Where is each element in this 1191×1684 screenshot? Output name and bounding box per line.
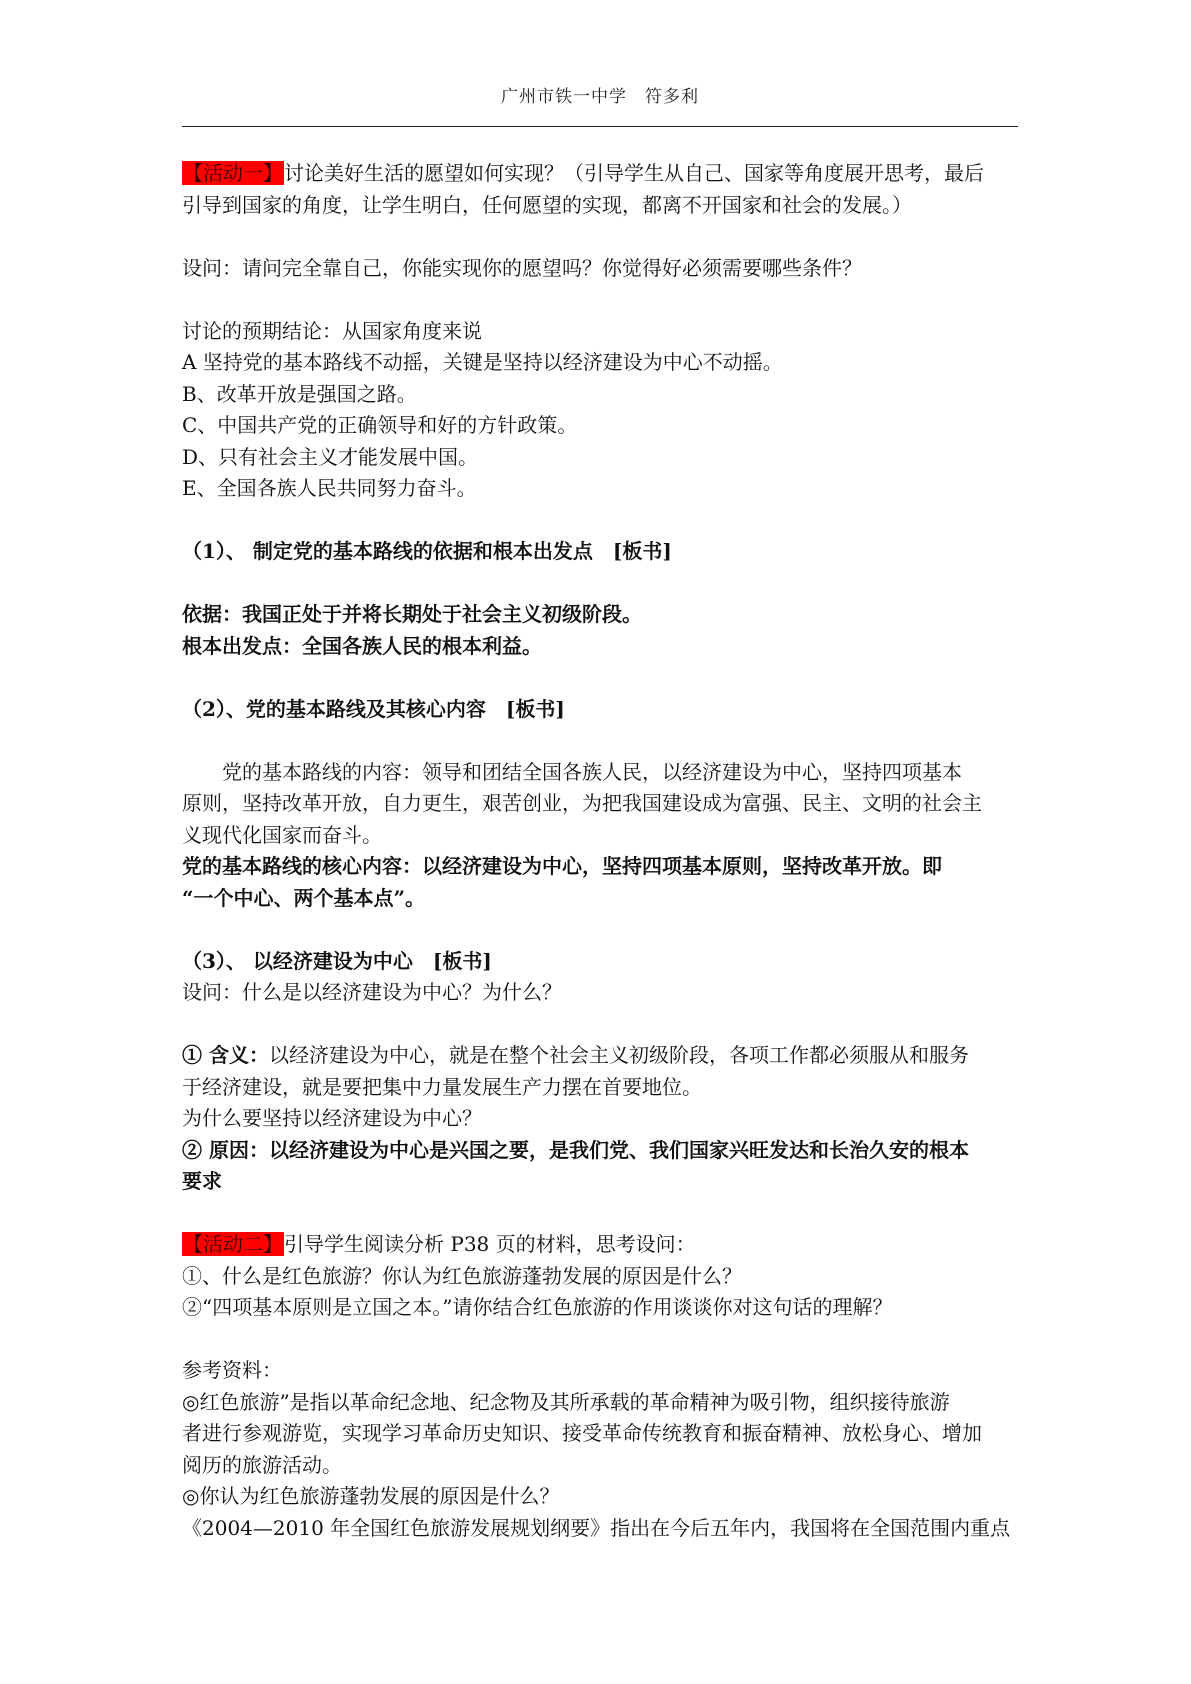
- spacer: [182, 914, 1018, 946]
- section3-reason-line2: 要求: [182, 1169, 222, 1193]
- meaning-text: 以经济建设为中心，就是在整个社会主义初级阶段，各项工作都必须服从和服务: [268, 1043, 969, 1067]
- reference-question: ◎你认为红色旅游蓬勃发展的原因是什么？: [182, 1484, 560, 1508]
- activity2-question2: ②“四项基本原则是立国之本。”请你结合红色旅游的作用谈谈你对这句话的理解？: [182, 1295, 893, 1319]
- activity1-line1: [182, 158, 1018, 190]
- spacer: [182, 1324, 1018, 1356]
- conclusion-item: D、只有社会主义才能发展中国。: [182, 444, 479, 469]
- reference-definition-line1: ◎红色旅游”是指以革命纪念地、纪念物及其所承载的革命精神为吸引物，组织接待旅游: [182, 1389, 950, 1414]
- question1: 设问：请问完全靠自己，你能实现你的愿望吗？你觉得好必须需要哪些条件？: [182, 255, 862, 280]
- header-rule: [182, 126, 1018, 127]
- spacer: [182, 568, 1018, 600]
- section3-meaning-line2: 于经济建设，就是要把集中力量发展生产力摆在首要地位。: [182, 1074, 702, 1099]
- section1-starting-point: 根本出发点：全国各族人民的根本利益。: [182, 633, 542, 658]
- spacer: [182, 662, 1018, 694]
- reference-title: 参考资料：: [182, 1358, 282, 1382]
- section2-paragraph-line3: 义现代化国家而奋斗。: [182, 822, 382, 847]
- spacer: [182, 221, 1018, 253]
- spacer: [182, 1009, 1018, 1041]
- section3-reason-line1: ② 原因：以经济建设为中心是兴国之要，是我们党、我们国家兴旺发达和长治久安的根本: [182, 1137, 969, 1162]
- section3-heading: （3）、 以经济建设为中心 [板书]: [182, 948, 492, 973]
- section1-basis: 依据：我国正处于并将长期处于社会主义初级阶段。: [182, 602, 642, 626]
- meaning-label: ① 含义：: [182, 1043, 269, 1067]
- document-body: [182, 158, 1018, 1544]
- conclusion-item: A 坚持党的基本路线不动摇，关键是坚持以经济建设为中心不动摇。: [182, 350, 783, 374]
- section2-core-line2: “一个中心、两个基本点”。: [182, 885, 426, 910]
- reference-definition-line3: 阅历的旅游活动。: [182, 1452, 342, 1477]
- section2-paragraph-line1: 党的基本路线的内容：领导和团结全国各族人民，以经济建设为中心，坚持四项基本: [222, 759, 962, 784]
- activity1-tag: 【活动一】: [183, 161, 283, 185]
- activity1-line2: 引导到国家的角度，让学生明白，任何愿望的实现，都离不开国家和社会的发展。）: [182, 192, 912, 217]
- section2-heading: （2）、党的基本路线及其核心内容 [板书]: [182, 696, 565, 721]
- conclusion-item: B、改革开放是强国之路。: [182, 381, 417, 406]
- section2-core-line1: 党的基本路线的核心内容：以经济建设为中心，坚持四项基本原则，坚持改革开放。即: [182, 854, 942, 878]
- activity2-question1: ①、什么是红色旅游？你认为红色旅游蓬勃发展的原因是什么？: [182, 1263, 742, 1288]
- conclusion-item: E、全国各族人民共同努力奋斗。: [182, 476, 477, 500]
- conclusion-intro: 讨论的预期结论：从国家角度来说: [182, 318, 482, 343]
- activity2-text: 引导学生阅读分析 P38 页的材料，思考设问：: [284, 1232, 696, 1256]
- spacer: [182, 284, 1018, 316]
- page-header: 广州市铁一中学 符多利: [501, 87, 699, 107]
- section1-heading: （1）、 制定党的基本路线的依据和根本出发点 [板书]: [182, 539, 672, 563]
- spacer: [182, 1198, 1018, 1230]
- activity1-text: 讨论美好生活的愿望如何实现？（引导学生从自己、国家等角度展开思考，最后: [284, 161, 984, 185]
- spacer: [182, 725, 1018, 757]
- reference-definition-line2: 者进行参观游览，实现学习革命历史知识、接受革命传统教育和振奋精神、放松身心、增加: [182, 1421, 982, 1445]
- reference-plan-line: 《2004—2010 年全国红色旅游发展规划纲要》指出在今后五年内，我国将在全国范围内重点: [182, 1515, 1011, 1540]
- conclusion-item: C、中国共产党的正确领导和好的方针政策。: [182, 413, 578, 437]
- section3-question: 设问：什么是以经济建设为中心？为什么？: [182, 980, 562, 1004]
- spacer: [182, 505, 1018, 537]
- activity2-line: [182, 1229, 1018, 1261]
- section3-meaning-line1: [182, 1040, 1018, 1072]
- section2-paragraph-line2: 原则，坚持改革开放，自力更生，艰苦创业，为把我国建设成为富强、民主、文明的社会主: [182, 791, 982, 815]
- section3-why: 为什么要坚持以经济建设为中心？: [182, 1106, 482, 1130]
- activity2-tag: 【活动二】: [183, 1232, 283, 1256]
